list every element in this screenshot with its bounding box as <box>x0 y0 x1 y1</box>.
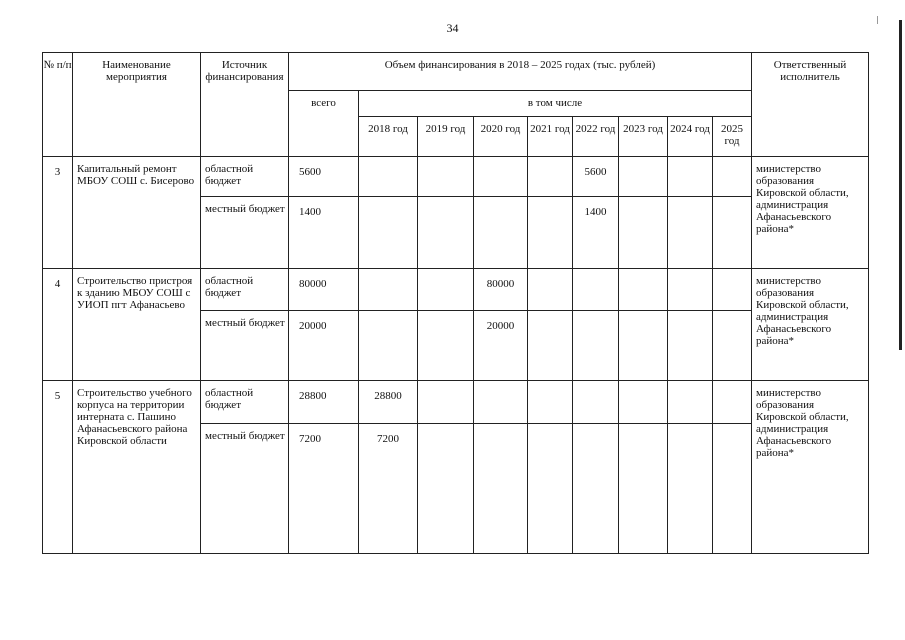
cell-2024 <box>668 311 713 381</box>
header-volume: Объем финансирования в 2018 – 2025 годах (тыс. рублей) <box>289 53 752 91</box>
table-row <box>43 157 869 197</box>
row-source: местный бюджет <box>201 311 289 381</box>
cell-2023 <box>619 381 668 424</box>
row-responsible: министерство образования Кировской области, администрация Афанасьевского района* <box>752 269 869 381</box>
row-total: 1400 <box>289 197 359 269</box>
header-source: Источник финансирования <box>201 53 289 157</box>
cell-2023 <box>619 311 668 381</box>
row-source: областной бюджет <box>201 269 289 311</box>
header-year-2022: 2022 год <box>573 117 619 157</box>
scan-mark <box>877 16 878 24</box>
row-responsible: министерство образования Кировской области, администрация Афанасьевского района* <box>752 381 869 554</box>
cell-2025 <box>713 311 752 381</box>
header-year-2020: 2020 год <box>474 117 528 157</box>
cell-2025 <box>713 157 752 197</box>
cell-2021 <box>528 197 573 269</box>
cell-2018 <box>359 269 418 311</box>
cell-2022: 5600 <box>573 157 619 197</box>
table-row <box>43 269 869 311</box>
cell-2019 <box>418 157 474 197</box>
cell-2021 <box>528 311 573 381</box>
cell-2022 <box>573 424 619 554</box>
row-measure-name: Капитальный ремонт МБОУ СОШ с. Бисерово <box>73 157 201 269</box>
cell-2023 <box>619 424 668 554</box>
cell-2018: 28800 <box>359 381 418 424</box>
cell-2021 <box>528 424 573 554</box>
cell-2025 <box>713 424 752 554</box>
row-source: областной бюджет <box>201 381 289 424</box>
cell-2020 <box>474 424 528 554</box>
header-row-1 <box>43 53 869 91</box>
row-source: местный бюджет <box>201 424 289 554</box>
cell-2024 <box>668 269 713 311</box>
cell-2021 <box>528 269 573 311</box>
cell-2019 <box>418 381 474 424</box>
cell-2024 <box>668 424 713 554</box>
cell-2021 <box>528 157 573 197</box>
cell-2022: 1400 <box>573 197 619 269</box>
row-total: 7200 <box>289 424 359 554</box>
table-row <box>43 381 869 424</box>
cell-2018: 7200 <box>359 424 418 554</box>
header-num: № п/п <box>43 53 73 157</box>
cell-2019 <box>418 269 474 311</box>
row-number: 3 <box>43 157 73 269</box>
cell-2018 <box>359 157 418 197</box>
row-total: 5600 <box>289 157 359 197</box>
cell-2020 <box>474 157 528 197</box>
cell-2024 <box>668 157 713 197</box>
row-responsible: министерство образования Кировской области, администрация Афанасьевского района* <box>752 157 869 269</box>
cell-2019 <box>418 197 474 269</box>
cell-2018 <box>359 311 418 381</box>
header-year-2021: 2021 год <box>528 117 573 157</box>
cell-2025 <box>713 197 752 269</box>
header-responsible: Ответственный исполнитель <box>752 53 869 157</box>
page-number: 34 <box>446 21 459 35</box>
cell-2024 <box>668 197 713 269</box>
row-source: областной бюджет <box>201 157 289 197</box>
cell-2025 <box>713 381 752 424</box>
header-name: Наименование мероприятия <box>73 53 201 157</box>
cell-2025 <box>713 269 752 311</box>
header-including: в том числе <box>359 91 752 117</box>
cell-2020 <box>474 197 528 269</box>
cell-2023 <box>619 157 668 197</box>
row-number: 4 <box>43 269 73 381</box>
cell-2022 <box>573 269 619 311</box>
cell-2020 <box>474 381 528 424</box>
header-year-2023: 2023 год <box>619 117 668 157</box>
cell-2019 <box>418 311 474 381</box>
page-edge-line <box>899 20 902 350</box>
cell-2022 <box>573 381 619 424</box>
cell-2019 <box>418 424 474 554</box>
header-year-2018: 2018 год <box>359 117 418 157</box>
header-year-2024: 2024 год <box>668 117 713 157</box>
row-total: 28800 <box>289 381 359 424</box>
header-year-2025: 2025 год <box>713 117 752 157</box>
row-number: 5 <box>43 381 73 554</box>
cell-2023 <box>619 269 668 311</box>
row-measure-name: Строительство учебного корпуса на территории интерната с. Пашино Афанасьевского района Кировской области <box>73 381 201 554</box>
header-year-2019: 2019 год <box>418 117 474 157</box>
row-total: 80000 <box>289 269 359 311</box>
cell-2020: 80000 <box>474 269 528 311</box>
cell-2020: 20000 <box>474 311 528 381</box>
header-total: всего <box>289 91 359 157</box>
row-measure-name: Строительство пристроя к зданию МБОУ СОШ с УИОП пгт Афанасьево <box>73 269 201 381</box>
cell-2023 <box>619 197 668 269</box>
row-source: местный бюджет <box>201 197 289 269</box>
row-total: 20000 <box>289 311 359 381</box>
cell-2024 <box>668 381 713 424</box>
cell-2021 <box>528 381 573 424</box>
cell-2018 <box>359 197 418 269</box>
financing-table <box>42 52 869 554</box>
cell-2022 <box>573 311 619 381</box>
